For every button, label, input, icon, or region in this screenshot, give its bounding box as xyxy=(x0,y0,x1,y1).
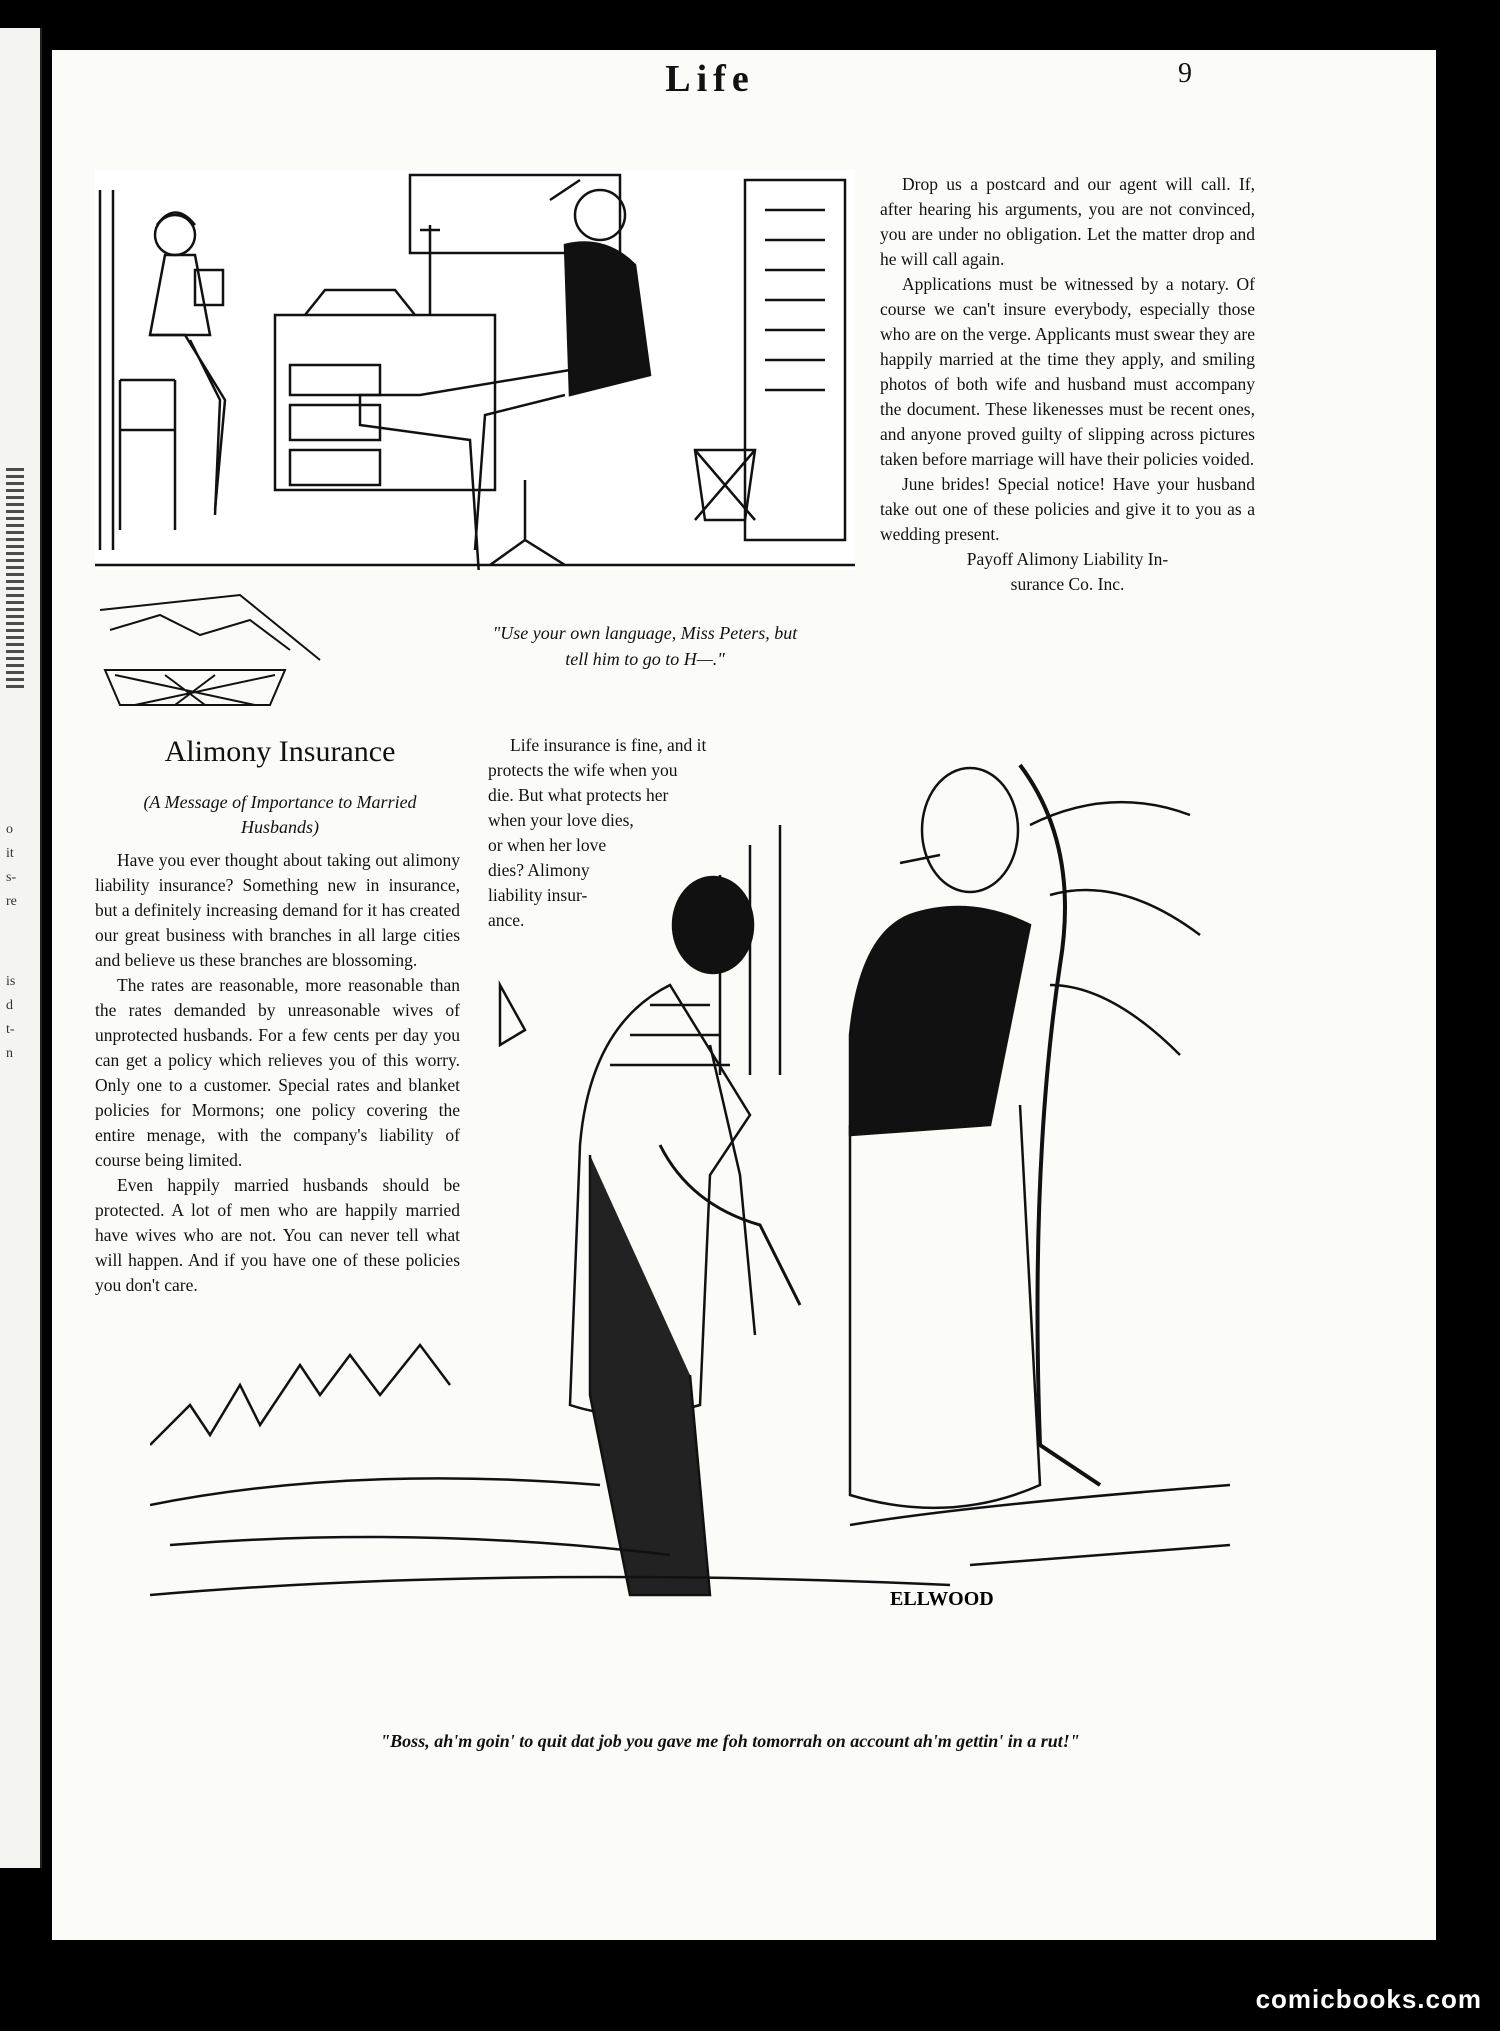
article-paragraph: Even happily married husbands should be protected. A lot of men who are happily married have wives who are not. You can never tell what will happen. And if you have one of these policies you don't care. xyxy=(95,1175,460,1295)
subtitle-line-2: Husbands) xyxy=(240,817,319,837)
middle-line: protects the wife when you xyxy=(488,760,678,780)
signature-line-2: surance Co. Inc. xyxy=(1010,574,1125,594)
office-caption-line-1: "Use your own language, Miss Peters, but xyxy=(492,623,798,643)
adjacent-fragment: t- xyxy=(6,1022,15,1037)
paper-tray-sketch xyxy=(95,590,325,710)
middle-line: dies? Alimony xyxy=(488,860,590,880)
adjacent-page-spine-text xyxy=(6,468,24,688)
rut-cartoon-caption: "Boss, ah'm goin' to quit dat job you gave me foh tomorrah on account ah'm gettin' in a rut!" xyxy=(380,1731,1080,1751)
adjacent-fragment: o xyxy=(6,822,13,837)
article-title: Alimony Insurance xyxy=(164,735,396,768)
office-cartoon-caption xyxy=(430,620,860,672)
cartoonist-signature: ELLWOOD xyxy=(890,1588,994,1610)
office-cartoon-drawing xyxy=(95,170,855,570)
middle-line: die. But what protects her xyxy=(488,785,669,805)
right-paragraph: June brides! Special notice! Have your husband take out one of these policies and give it to you as a wedding present. xyxy=(880,474,1255,544)
right-column-text xyxy=(880,172,1255,597)
right-paragraph: Applications must be witnessed by a notary. Of course we can't insure everybody, especially those who are on the verge. Applicants must swear they are happily married at the time they apply, and smiling photos of both wife and husband must accompany the document. These likenesses must be recent ones, and anyone proved guilty of slipping across pictures taken before marriage will have their policies voided. xyxy=(880,274,1255,469)
middle-line: Life insurance is fine, and it xyxy=(510,735,707,755)
subtitle-line-1: (A Message of Importance to Married xyxy=(143,792,417,812)
article-paragraph: Have you ever thought about taking out alimony liability insurance? Something new in insurance, but a definitely increasing demand for it has created our great business with branches in all large cities and believe us these branches are blossoming. xyxy=(95,850,460,970)
page-number: 9 xyxy=(1178,58,1192,89)
paper-tray-drawing xyxy=(95,590,325,710)
middle-line: ance. xyxy=(488,910,525,930)
adjacent-fragment: s- xyxy=(6,870,17,885)
signature-line-1: Payoff Alimony Liability In- xyxy=(966,549,1169,569)
adjacent-fragment: d xyxy=(6,998,13,1013)
adjacent-fragment: n xyxy=(6,1046,13,1061)
masthead: Life xyxy=(665,58,755,100)
adjacent-fragment: re xyxy=(6,894,17,909)
middle-line: or when her love xyxy=(488,835,607,855)
adjacent-fragment: it xyxy=(6,846,14,861)
middle-line: when your love dies, xyxy=(488,810,634,830)
adjacent-page-edge xyxy=(0,28,42,1868)
watermark: comicbooks.com xyxy=(1255,1984,1482,2014)
adjacent-fragment: is xyxy=(6,974,16,989)
office-caption-line-2: tell him to go to H—." xyxy=(565,649,725,669)
office-cartoon xyxy=(95,170,855,570)
middle-line: liability insur- xyxy=(488,885,588,905)
right-paragraph: Drop us a postcard and our agent will call. If, after hearing his arguments, you are not convinced, you are under no obligation. Let the matter drop and he will call again. xyxy=(880,174,1255,269)
middle-column-text xyxy=(488,733,778,933)
signature-block xyxy=(880,547,1255,597)
article-paragraph: The rates are reasonable, more reasonable than the rates demanded by unreasonable wives of unprotected husbands. For a few cents per day you can get a policy which relieves you of this worry. Only one to a customer. Special rates and blanket policies for Mormons; one policy covering the entire menage, with the company's liability of course being limited. xyxy=(95,975,460,1170)
